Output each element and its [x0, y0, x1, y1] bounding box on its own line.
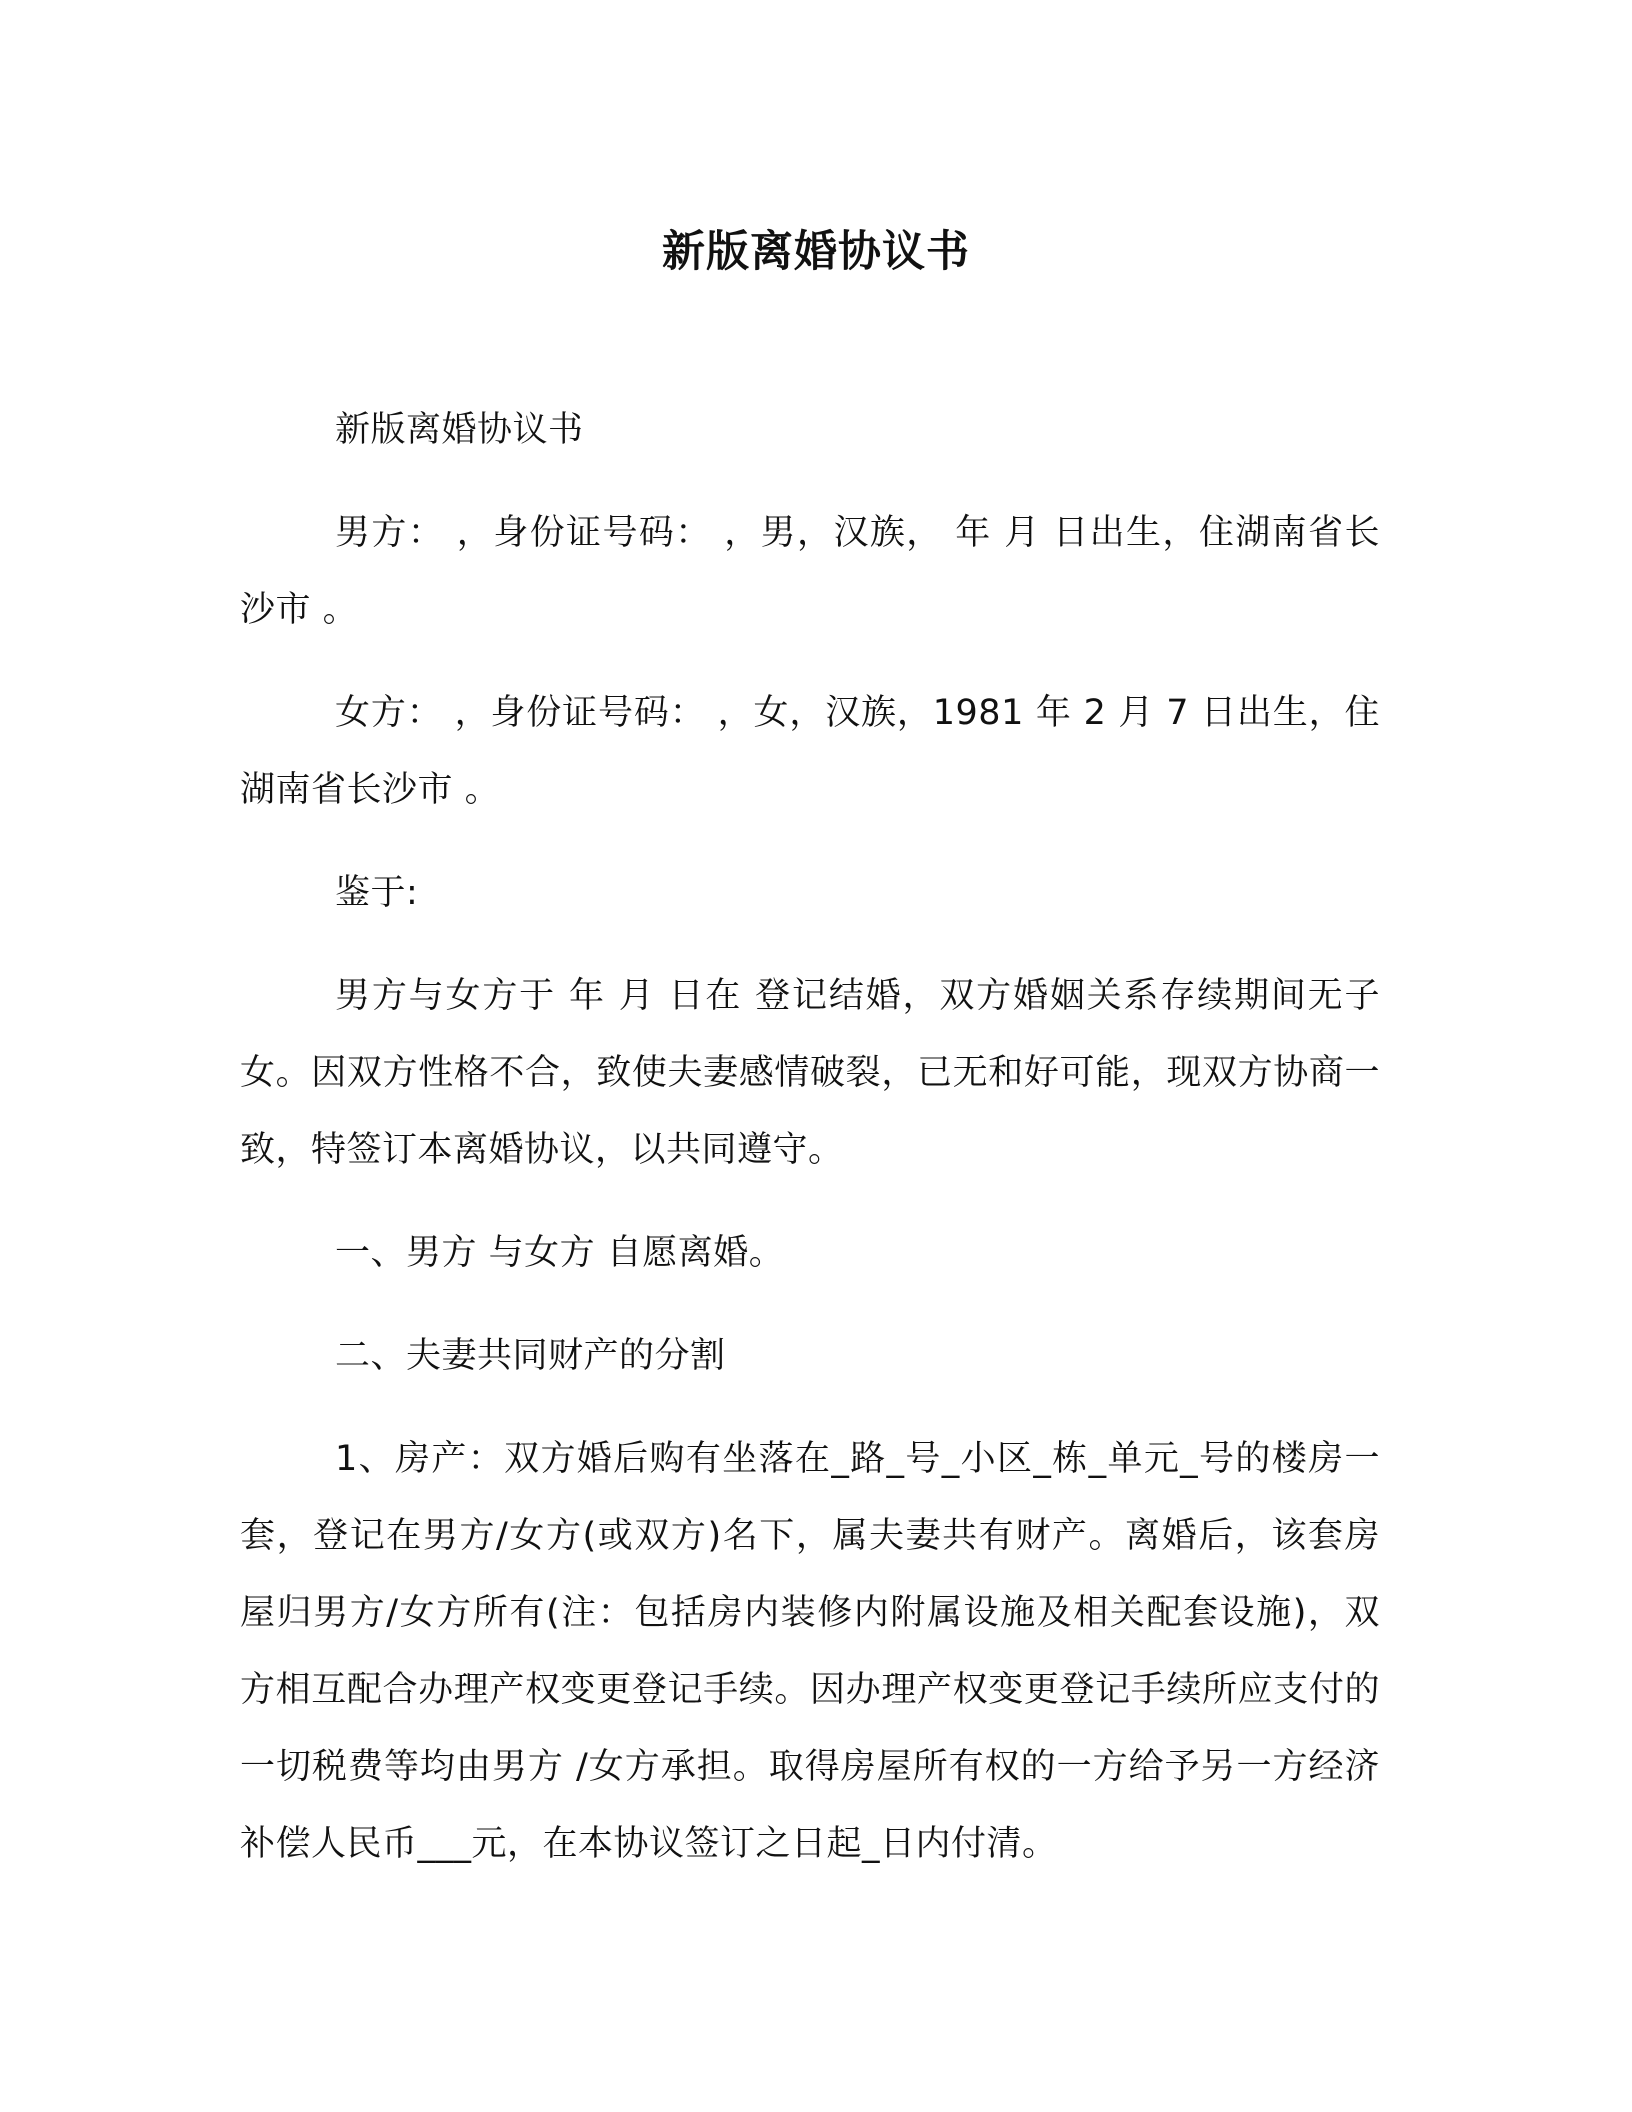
paragraph-female-party: 女方： ，身份证号码： ，女，汉族，1981 年 2 月 7 日出生，住湖南省长沙市 。 [240, 693, 1380, 810]
paragraph-male-party: 男方： ，身份证号码： ，男，汉族， 年 月 日出生，住湖南省长沙市 。 [240, 513, 1380, 630]
paragraph-clause-1: 一、男方 与女方 自愿离婚。 [335, 1233, 785, 1273]
paragraph-background: 男方与女方于 年 月 日在 登记结婚，双方婚姻关系存续期间无子女。因双方性格不合，致使夫妻感情破裂，已无和好可能，现双方协商一致，特签订本离婚协议，以共同遵守。 [240, 976, 1380, 1170]
paragraph-whereas: 鉴于: [335, 873, 419, 913]
document-title: 新版离婚协议书 [662, 227, 970, 277]
document-body [240, 392, 1380, 1909]
paragraph-clause-2-1-property: 1、房产：双方婚后购有坐落在_路_号_小区_栋_单元_号的楼房一套，登记在男方/女方(或双方)名下，属夫妻共有财产。离婚后，该套房屋归男方/女方所有(注：包括房内装修内附属设施及相关配套设施)，双方相互配合办理产权变更登记手续。因办理产权变更登记手续所应支付的一切税费等均由男方 /女方承担。取得房屋所有权的一方给予另一方经济补偿人民币___元，在本协议签订之日起_日内付清。 [240, 1439, 1380, 1864]
paragraph-subtitle: 新版离婚协议书 [335, 410, 584, 450]
paragraph-clause-2-heading: 二、夫妻共同财产的分割 [335, 1336, 726, 1376]
